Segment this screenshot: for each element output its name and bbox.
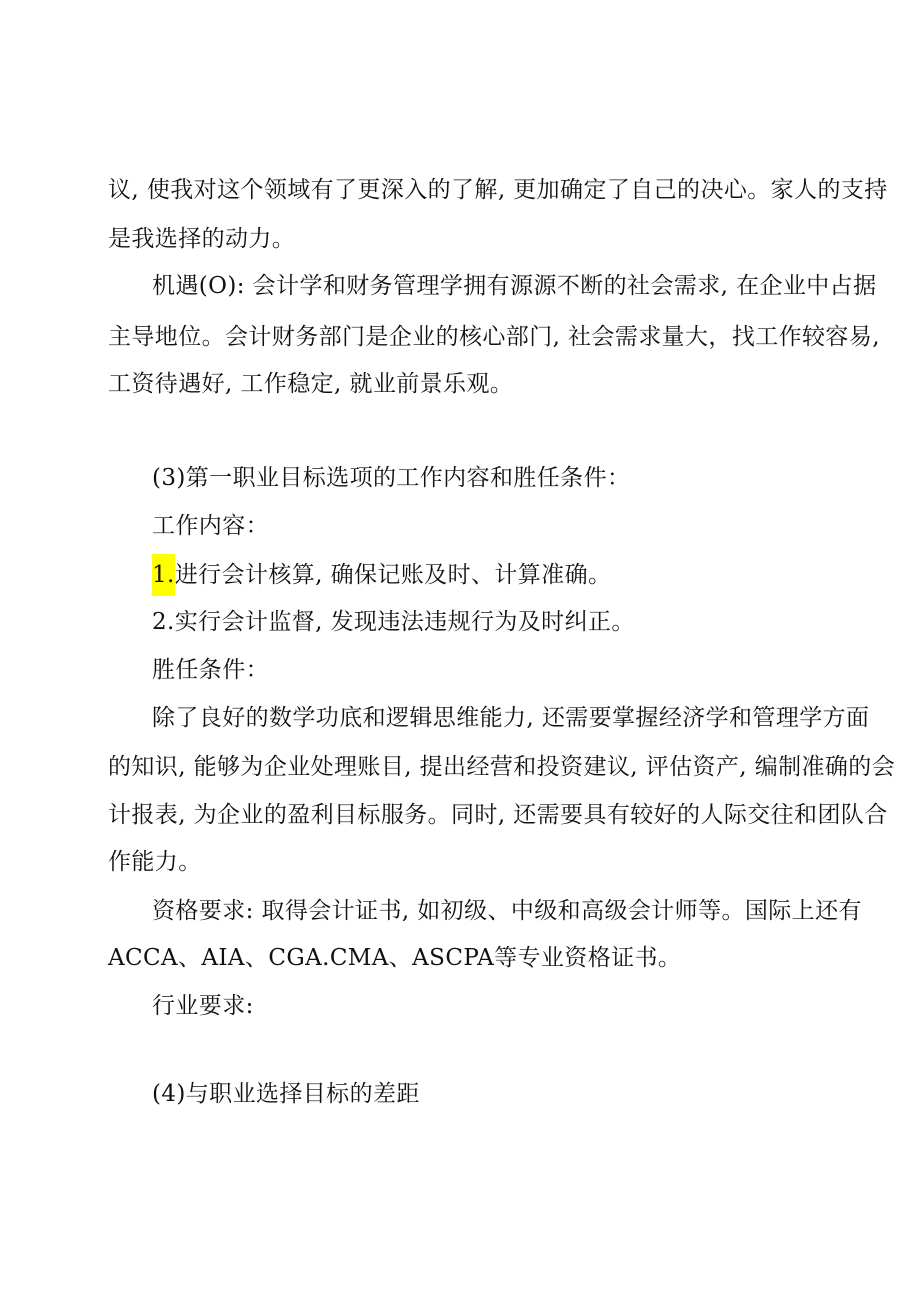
subheading: 行业要求: [152, 993, 254, 1019]
subheading: 胜任条件： [152, 657, 269, 683]
list-item [152, 561, 920, 589]
paragraph-line: 主导地位。会计财务部门是企业的核心部门, 社会需求量大，找工作较容易, [108, 324, 880, 350]
section-heading: (3)第一职业目标选项的工作内容和胜任条件： [152, 465, 631, 491]
paragraph-line: 工资待遇好, 工作稳定, 就业前景乐观。 [108, 371, 514, 397]
paragraph-line: 是我选择的动力。 [108, 226, 296, 252]
highlighted-number: 1. [152, 554, 175, 596]
paragraph-line: 作能力。 [108, 849, 202, 875]
subheading: 工作内容： [152, 513, 269, 539]
section-heading: (4)与职业选择目标的差距 [152, 1081, 420, 1107]
paragraph-line: 除了良好的数学功底和逻辑思维能力, 还需要掌握经济学和管理学方面 [152, 705, 870, 731]
paragraph-line: 机遇(O): 会计学和财务管理学拥有源源不断的社会需求, 在企业中占据 [152, 273, 877, 299]
paragraph-line: 资格要求: 取得会计证书, 如初级、中级和高级会计师等。国际上还有 [152, 898, 862, 924]
paragraph-line: 计报表, 为企业的盈利目标服务。同时, 还需要具有较好的人际交往和团队合 [108, 802, 888, 828]
list-item: 2.实行会计监督, 发现违法违规行为及时纠正。 [152, 609, 635, 635]
list-item-text: 进行会计核算, 确保记账及时、计算准确。 [174, 562, 612, 588]
paragraph-line: 议, 使我对这个领域有了更深入的了解, 更加确定了自己的决心。家人的支持 [108, 177, 888, 203]
paragraph-line: 的知识, 能够为企业处理账目, 提出经营和投资建议, 评估资产, 编制准确的会 [108, 754, 896, 780]
paragraph-line: ACCA、AIA、CGA.CMA、ASCPA等专业资格证书。 [108, 945, 682, 971]
